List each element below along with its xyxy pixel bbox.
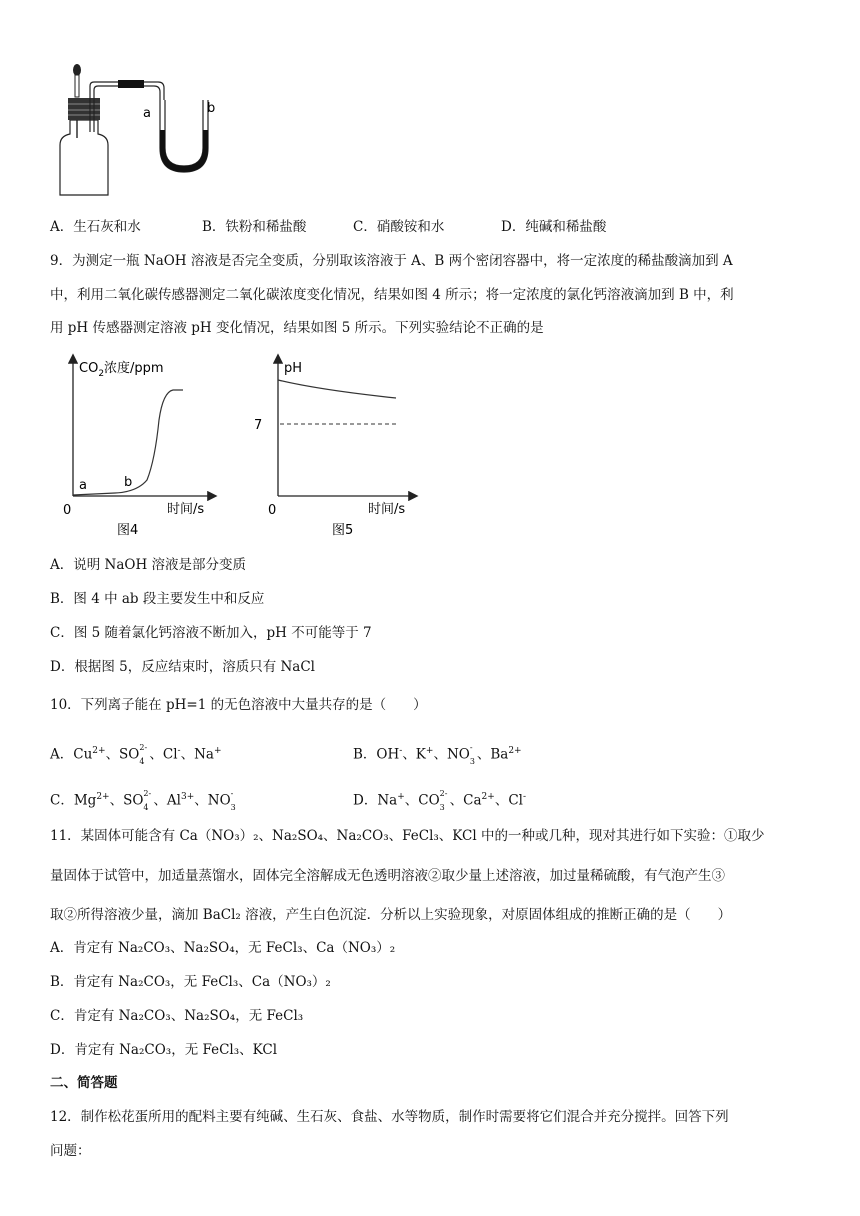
q11-option-d: D．肯定有 Na₂CO₃，无 FeCl₃、KCl xyxy=(50,1042,278,1058)
q8-option-d: D．纯碱和稀盐酸 xyxy=(501,219,607,235)
label-a: a xyxy=(143,106,151,121)
fig4-origin: 0 xyxy=(63,503,72,518)
fig5-tick-7: 7 xyxy=(254,418,263,433)
fig4-xlabel: 时间/s xyxy=(167,502,205,517)
q9-stem-line3: 用 pH 传感器测定溶液 pH 变化情况，结果如图 5 所示。下列实验结论不正确的是 xyxy=(50,320,544,336)
label-b: b xyxy=(207,101,216,116)
q9-option-b: B．图 4 中 ab 段主要发生中和反应 xyxy=(50,591,265,607)
q10-option-b: B．OH-、K+、NO - 3 、$Ba^{2+}$ xyxy=(353,742,522,766)
q11-stem-line1: 11．某固体可能含有 Ca（NO₃）₂、Na₂SO₄、Na₂CO₃、FeCl₃、KCl 中的一种或几种，现对其进行如下实验：①取少 xyxy=(50,828,765,844)
q10-option-c: C．$Mg^{2+}$、SO 2- 4 、$Al^{3+}$、NO - 3 xyxy=(50,788,236,812)
q10-option-a: A．$Cu^{2+}$、SO 2- 4 、Cl-、Na+ xyxy=(50,742,222,766)
fig4-point-b: b xyxy=(124,475,133,490)
fig4-point-a: a xyxy=(79,478,87,493)
q8-option-c: C．硝酸铵和水 xyxy=(353,219,445,235)
q11-option-a: A．肯定有 Na₂CO₃、Na₂SO₄，无 FeCl₃、Ca（NO₃）₂ xyxy=(50,940,396,956)
q9-option-c: C．图 5 随着氯化钙溶液不断加入，pH 不可能等于 7 xyxy=(50,625,372,641)
q12-stem-line1: 12．制作松花蛋所用的配料主要有纯碱、生石灰、食盐、水等物质，制作时需要将它们混合并充分搅拌。回答下列 xyxy=(50,1109,729,1125)
figure-5-ph-chart xyxy=(250,350,430,545)
q9-stem-line2: 中，利用二氧化碳传感器测定二氧化碳浓度变化情况，结果如图 4 所示；将一定浓度的氯化钙溶液滴加到 B 中，利 xyxy=(50,287,734,303)
q12-stem-line2: 问题： xyxy=(50,1143,91,1159)
q8-option-b: B．铁粉和稀盐酸 xyxy=(202,219,307,235)
section-title: 二、简答题 xyxy=(50,1075,118,1091)
fig4-ylabel: $CO_2$浓度/ppm xyxy=(79,361,164,379)
q9-option-a: A．说明 NaOH 溶液是部分变质 xyxy=(50,557,247,573)
q11-stem-line2: 量固体于试管中，加适量蒸馏水，固体完全溶解成无色透明溶液②取少量上述溶液，加过量稀硫酸，有气泡产生③ xyxy=(50,868,725,884)
figure-4-co2-chart xyxy=(55,350,235,545)
fig5-caption: 图5 xyxy=(332,523,354,538)
q9-option-d: D．根据图 5，反应结束时，溶质只有 NaCl xyxy=(50,659,316,675)
q9-stem-line1: 9．为测定一瓶 NaOH 溶液是否完全变质，分别取该溶液于 A、B 两个密闭容器中，将一定浓度的稀盐酸滴加到 A xyxy=(50,253,733,269)
q10-stem: 10．下列离子能在 pH=1 的无色溶液中大量共存的是（ ） xyxy=(50,697,427,713)
apparatus-figure xyxy=(50,60,230,200)
fig5-ylabel: pH xyxy=(284,361,303,376)
q11-option-b: B．肯定有 Na₂CO₃，无 FeCl₃、Ca（NO₃）₂ xyxy=(50,974,331,990)
q11-stem-line3: 取②所得溶液少量，滴加 BaCl₂ 溶液，产生白色沉淀．分析以上实验现象，对原固体组成的推断正确的是（ ） xyxy=(50,907,732,923)
fig5-curve xyxy=(278,380,396,398)
fig5-xlabel: 时间/s xyxy=(368,502,406,517)
fig5-origin: 0 xyxy=(268,503,277,518)
q8-option-a: A．生石灰和水 xyxy=(50,219,141,235)
q11-option-c: C．肯定有 Na₂CO₃、Na₂SO₄，无 FeCl₃ xyxy=(50,1008,304,1024)
q10-option-d: D．Na+、CO 2- 3 、$Ca^{2+}$、Cl- xyxy=(353,788,527,812)
fig4-caption: 图4 xyxy=(117,523,139,538)
